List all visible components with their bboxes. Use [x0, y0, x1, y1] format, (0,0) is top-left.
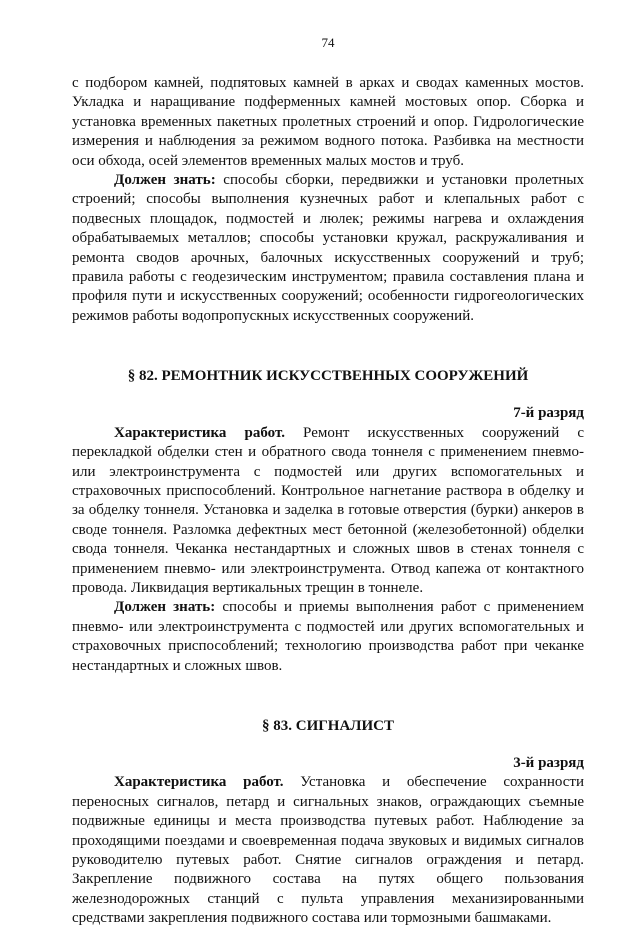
section-83-rank: 3-й разряд — [513, 754, 584, 771]
must-know-label: Должен знать: — [114, 599, 216, 616]
must-know-paragraph — [72, 171, 584, 326]
section-83-characteristic — [72, 773, 584, 928]
section-82-characteristic — [72, 424, 584, 599]
must-know-text: способы и приемы выполнения работ с применением пневмо- или электроинструмента с подмостей или других вспомогательных и страховочных приспособлений; технологию производства работ при чеканке нестандартных и сложных швов. — [72, 599, 584, 674]
section-82-rank: 7-й разряд — [513, 405, 584, 422]
section-83-title: § 83. СИГНАЛИСТ — [262, 717, 394, 734]
document-page — [72, 34, 584, 929]
section-82-must-know — [72, 598, 584, 676]
must-know-label: Должен знать: — [114, 172, 216, 189]
page-number: 74 — [321, 35, 335, 50]
continuation-paragraph: с подбором камней, подпятовых камней в арках и сводах каменных мостов. Укладка и наращивание подферменных камней мостовых опор. Сборка и установка временных пакетных пролетных строений и опор. Гидрологические измерения и наблюдения за режимом водного потока. Разбивка на местности оси обхода, осей элементов временных малых мостов и труб. — [72, 75, 584, 169]
characteristic-text: Установка и обеспечение сохранности переносных сигналов, петард и сигнальных знаков, ограждающих съемные подвижные единицы и места производства путевых работ. Наблюдение за проходящими поездами и своевременная подача звуковых и видимых сигналов руководителю путевых работ. Снятие сигналов ограждения и петард. Закрепление подвижного состава на путях общего пользования железнодорожных станций с пульта управления механизированными средствами закрепления подвижного состава или тормозными башмаками. — [72, 774, 584, 927]
characteristic-label: Характеристика работ. — [114, 774, 284, 791]
section-82-title: § 82. РЕМОНТНИК ИСКУССТВЕННЫХ СООРУЖЕНИЙ — [127, 368, 529, 385]
must-know-text: способы сборки, передвижки и установки пролетных строений; способы выполнения кузнечных работ и клепальных работ с подвесных площадок, подмостей и люлек; режимы нагрева и охлаждения обрабатываемых металлов; способы установки кружал, раскружаливания и ремонта сводов арочных, балочных искусственных сооружений и труб; правила работы с геодезическим инструментом; правила составления плана и профиля пути и искусственных сооружений; особенности гидрогеологических режимов работы водопропускных искусственных сооружений. — [72, 172, 584, 324]
characteristic-text: Ремонт искусственных сооружений с перекладкой обделки стен и обратного свода тоннеля с применением пневмо- или электроинструмента с подмостей или других вспомогательных и страховочных приспособлений. Контрольное нагнетание раствора в обделку и за обделку тоннеля. Установка и заделка в готовые отверстия (бурки) анкеров в своде тоннеля. Разломка дефектных мест бетонной (железобетонной) обделки свода тоннеля. Чеканка нестандартных и сложных швов в стенах тоннеля с применением пневмо- или электроинструмента. Отвод капежа от контактного провода. Ликвидация вертикальных трещин в тоннеле. — [72, 424, 584, 596]
characteristic-label: Характеристика работ. — [114, 424, 285, 441]
